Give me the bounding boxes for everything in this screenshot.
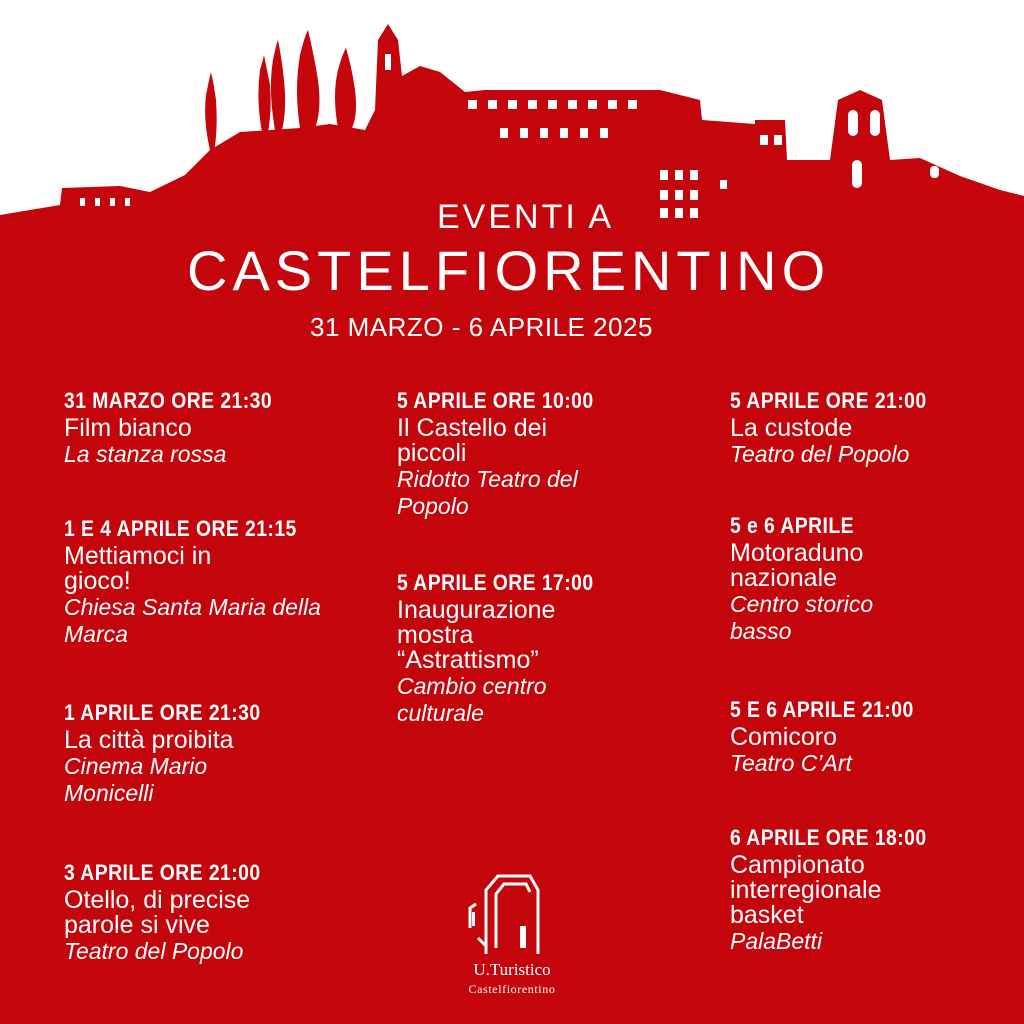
event-item [64, 700, 364, 860]
event-item [397, 570, 657, 727]
event-when: 1 E 4 APRILE ORE 21:15 [64, 516, 297, 541]
event-title: Comicoro [730, 723, 837, 751]
event-title: La città proibita [64, 726, 234, 754]
event-item [64, 516, 364, 700]
event-venue: La stanza rossa [64, 441, 227, 467]
event-venue: Centro storico basso [730, 591, 874, 644]
event-venue: Teatro C’Art [730, 750, 852, 776]
event-title: Inaugurazione mostra “Astrattismo” [397, 596, 556, 674]
event-when: 31 MARZO ORE 21:30 [64, 388, 273, 413]
event-when: 5 APRILE ORE 21:00 [730, 388, 927, 413]
events-column-1 [64, 388, 364, 965]
logo-text-line-1: U.Turistico [473, 960, 551, 979]
event-venue: Teatro del Popolo [730, 441, 910, 467]
event-when: 5 E 6 APRILE 21:00 [730, 697, 914, 722]
event-venue: Chiesa Santa Maria della Marca [64, 594, 321, 647]
event-item [397, 388, 657, 570]
tower-logo-icon [452, 868, 572, 960]
title-line-1: EVENTI A [437, 198, 615, 236]
event-when: 5 APRILE ORE 10:00 [397, 388, 594, 413]
event-when: 3 APRILE ORE 21:00 [64, 860, 261, 885]
event-venue: Teatro del Popolo [64, 938, 244, 964]
event-when: 6 APRILE ORE 18:00 [730, 825, 927, 850]
date-range: 31 MARZO - 6 APRILE 2025 [310, 312, 653, 342]
title-line-2: CASTELFIORENTINO [187, 239, 831, 302]
event-title: Film bianco [64, 414, 192, 442]
event-venue: Cinema Mario Monicelli [64, 753, 208, 806]
event-title: Campionato interregionale basket [730, 851, 882, 929]
event-venue: Cambio centro culturale [397, 673, 547, 726]
event-item [730, 388, 1000, 513]
events-column-3 [730, 388, 1000, 955]
events-column-2 [397, 388, 657, 727]
event-venue: Ridotto Teatro del Popolo [397, 466, 578, 519]
event-item [730, 697, 1000, 825]
logo-text-line-2: Castelfiorentino [468, 982, 556, 996]
event-title: Il Castello dei piccoli [397, 414, 548, 467]
tourist-office-logo [452, 868, 572, 1008]
event-item [730, 513, 1000, 697]
event-when: 5 APRILE ORE 17:00 [397, 570, 594, 595]
event-title: Otello, di precise parole si vive [64, 886, 251, 939]
event-title: La custode [730, 414, 853, 442]
event-when: 5 e 6 APRILE [730, 513, 854, 538]
event-when: 1 APRILE ORE 21:30 [64, 700, 261, 725]
event-item [64, 388, 364, 516]
event-title: Mettiamoci in gioco! [64, 542, 212, 595]
event-title: Motoraduno nazionale [730, 539, 864, 592]
event-venue: PalaBetti [730, 928, 823, 954]
event-item [64, 860, 364, 965]
event-item [730, 825, 1000, 955]
